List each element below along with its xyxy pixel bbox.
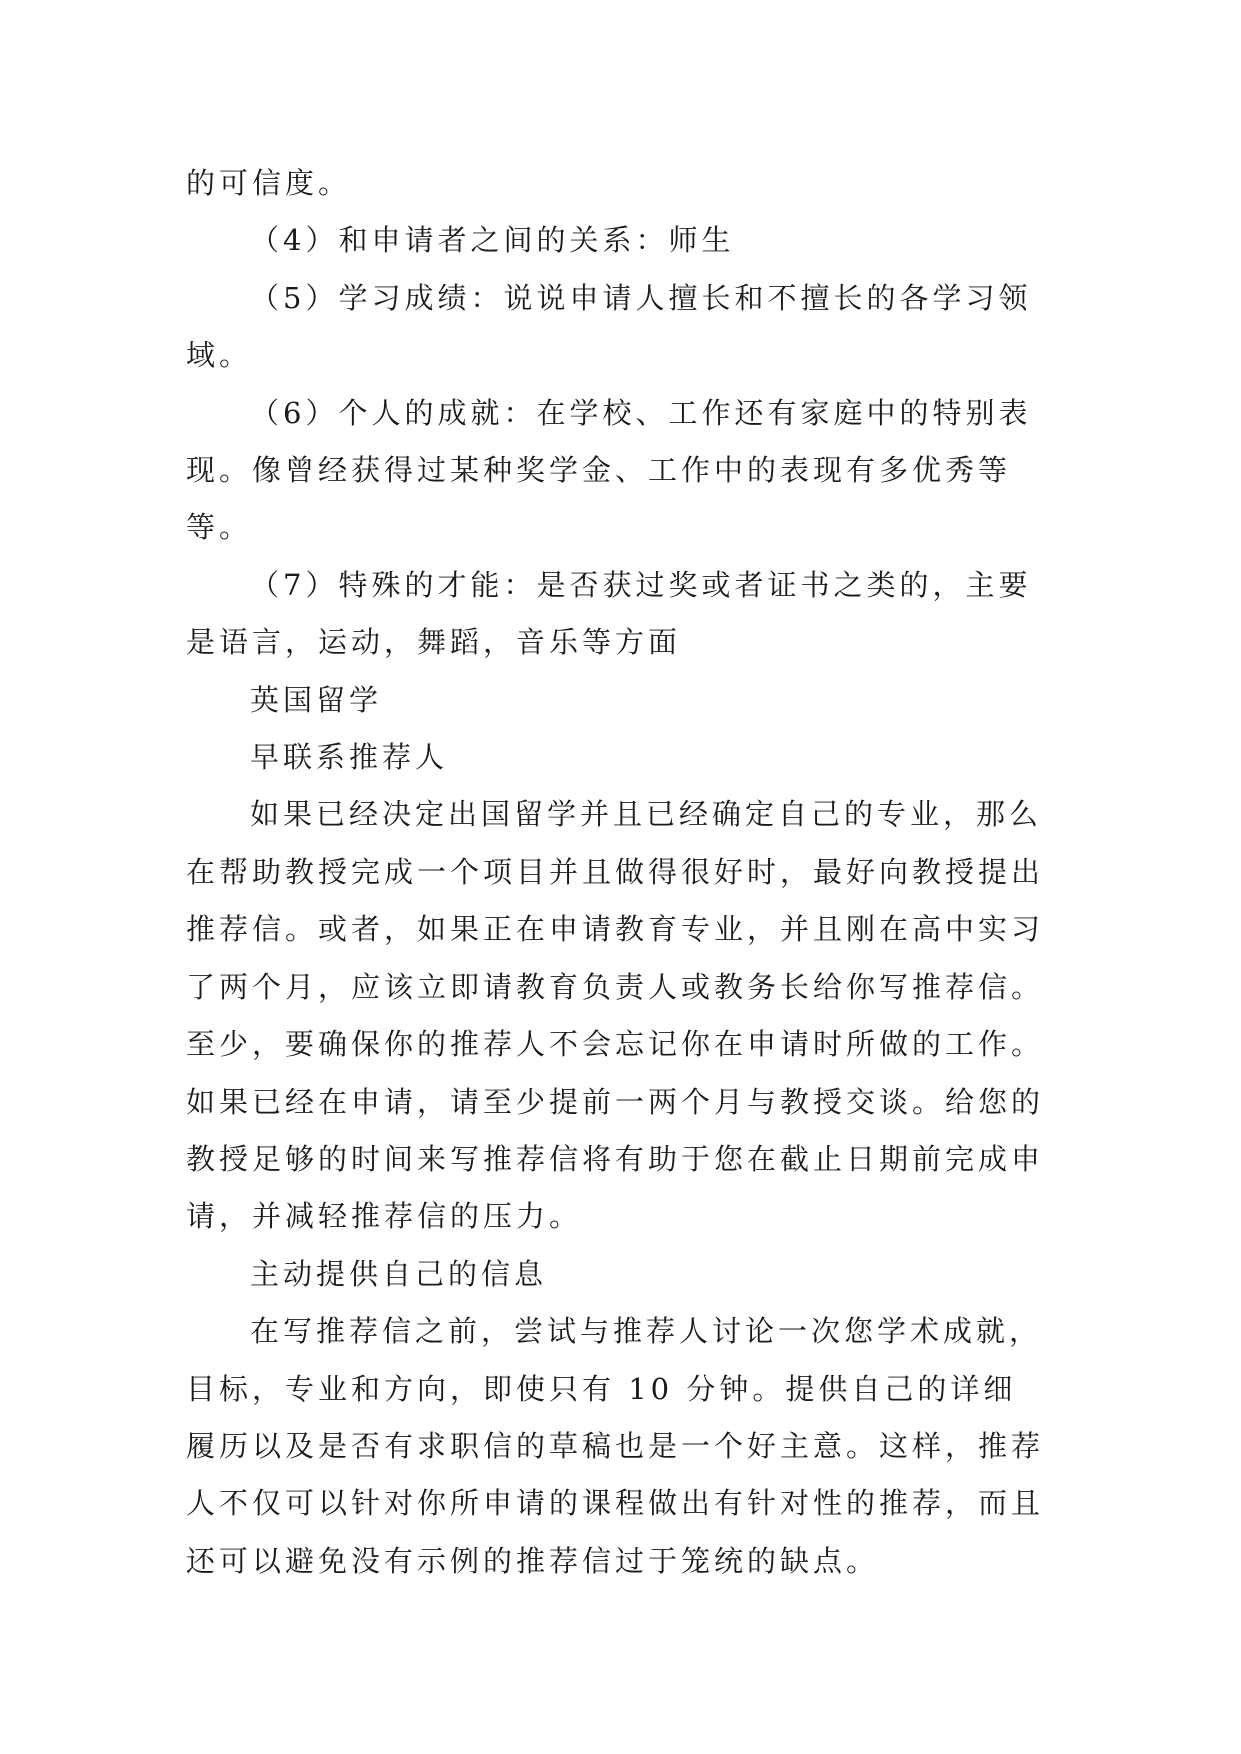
heading-contact-recommender-early: 早联系推荐人 bbox=[250, 740, 449, 775]
heading-uk-study: 英国留学 bbox=[250, 682, 383, 717]
paragraph-credibility-end: 的可信度。 bbox=[186, 166, 352, 200]
heading-provide-information: 主动提供自己的信息 bbox=[250, 1256, 548, 1291]
paragraph-academic-performance: （5）学习成绩：说说申请人擅长和不擅长的各学习领域。 bbox=[186, 280, 1032, 373]
paragraph-personal-achievements: （6）个人的成就：在学校、工作还有家庭中的特别表现。像曾经获得过某种奖学金、工作中的表现有多优秀等等。 bbox=[186, 395, 1032, 545]
paragraph-relationship: （4）和申请者之间的关系：师生 bbox=[250, 223, 735, 258]
paragraph-contact-recommender: 如果已经决定出国留学并且已经确定自己的专业，那么在帮助教授完成一个项目并且做得很好时，最好向教授提出推荐信。或者，如果正在申请教育专业，并且刚在高中实习了两个月，应该立即请教育负责人或教务长给你写推荐信。至少，要确保你的推荐人不会忘记你在申请时所做的工作。如果已经在申请，请至少提前一两个月与教授交谈。给您的教授足够的时间来写推荐信将有助于您在截止日期前完成申请，并减轻推荐信的压力。 bbox=[186, 797, 1045, 1234]
paragraph-provide-information: 在写推荐信之前，尝试与推荐人讨论一次您学术成就，目标，专业和方向，即使只有 10 分钟。提供自己的详细履历以及是否有求职信的草稿也是一个好主意。这样，推荐人不仅可以针对你所申请的课程做出有针对性的推荐，而且还可以避免没有示例的推荐信过于笼统的缺点。 bbox=[186, 1314, 1045, 1578]
paragraph-special-talents: （7）特殊的才能：是否获过奖或者证书之类的，主要是语言，运动，舞蹈，音乐等方面 bbox=[186, 567, 1032, 660]
body-text bbox=[186, 155, 1048, 1590]
